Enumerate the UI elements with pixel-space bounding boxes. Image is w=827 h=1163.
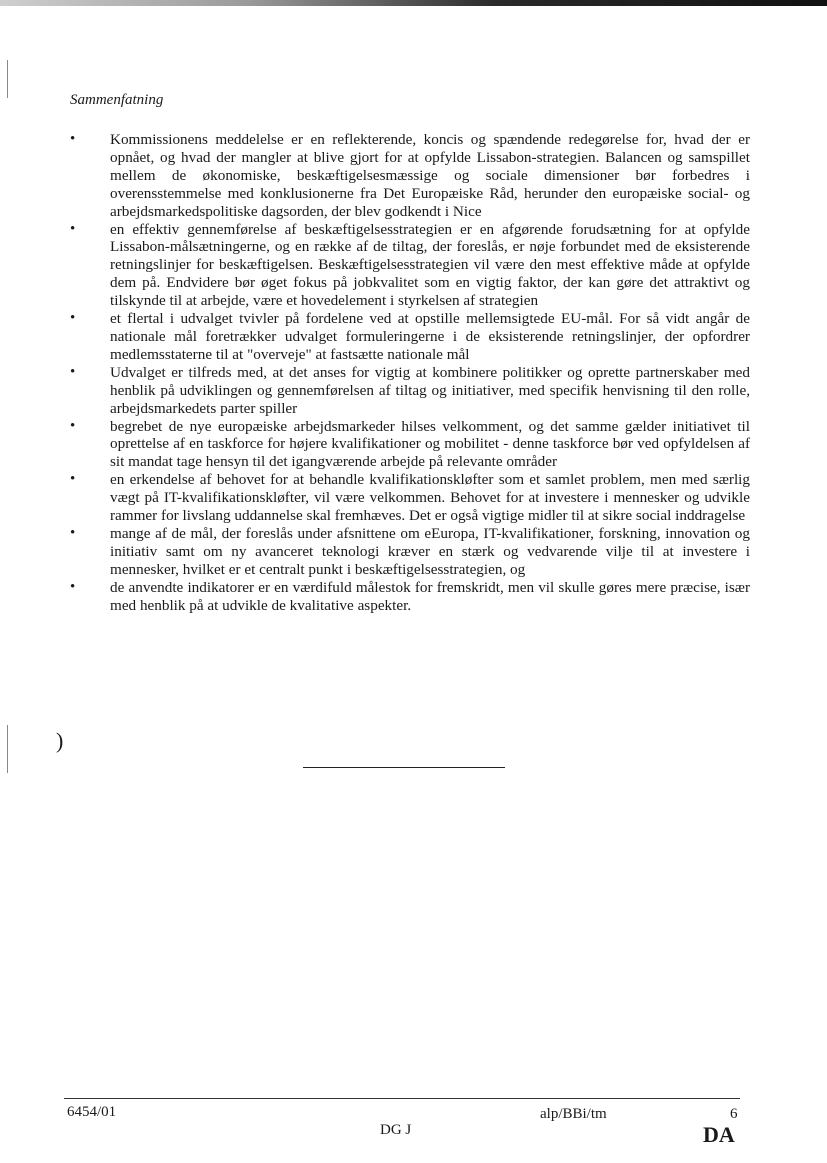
scan-margin-mark bbox=[7, 60, 8, 98]
summary-bullet-list bbox=[70, 131, 750, 614]
list-item-text: Kommissionens meddelelse er en reflekterende, koncis og spændende redegørelse for, hvad der er opnået, og hvad der mangler at blive gjort for at opfylde Lissabon-strategien. Balancen og samspillet mellem de økonomiske, beskæftigelsesmæssige og sociale dimensioner bør forbedres i overensstemmelse med konklusionerne fra Det Europæiske Råd, herunder den europæiske social- og arbejdsmarkedspolitiske dagsorden, der blev godkendt i Nice bbox=[110, 131, 750, 220]
scan-top-edge bbox=[0, 0, 827, 6]
bullet-icon: • bbox=[70, 220, 76, 237]
footer-page-number: 6 bbox=[730, 1106, 738, 1122]
bullet-icon: • bbox=[70, 131, 76, 147]
list-item-text: en erkendelse af behovet for at behandle kvalifikationskløfter som et samlet problem, men med særlig vægt på IT-kvalifikationskløfter, vil være velkommen. Behovet for at investere i mennesker og udvikle rammer for livslang uddannelse skal fremhæves. Det er også vigtige midler til at sikre social inddragelse bbox=[110, 471, 750, 525]
list-item-text: en effektiv gennemførelse af beskæftigelsesstrategien er en afgørende forudsætning for at opfylde Lissabon-målsætningerne, og en række af de tiltag, der foreslås, er nøje forbundet med de eksisterende retningslinjer for beskæftigelsen. Beskæftigelsesstrategien vil være den mest effektive måde at opfylde dem på. Endvidere bør øget fokus på jobkvalitet som en vigtig faktor, der kan gøre det attraktivt og tilskynde til at arbejde, være et hovedelement i styrkelsen af strategien bbox=[110, 220, 750, 310]
bullet-icon: • bbox=[70, 363, 76, 380]
list-item bbox=[70, 131, 750, 221]
bullet-icon: • bbox=[70, 578, 76, 595]
list-item bbox=[70, 364, 750, 418]
list-item-text: et flertal i udvalget tvivler på fordelene ved at opstille mellemsigtede EU-mål. For så vidt angår de nationale mål foretrækker udvalget formuleringerne i de eksisterende retningslinjer, der opfordrer medlemsstaterne til at "overveje" at fastsætte nationale mål bbox=[110, 310, 750, 363]
bullet-icon: • bbox=[70, 471, 76, 488]
list-item bbox=[70, 418, 750, 472]
scan-margin-mark bbox=[7, 725, 8, 773]
bullet-icon: • bbox=[70, 310, 76, 327]
list-item bbox=[70, 579, 750, 615]
list-item-text: mange af de mål, der foreslås under afsnittene om eEuropa, IT-kvalifikationer, forskning, innovation og initiativ samt om ny avanceret teknologi kræver en stærk og vedvarende vilje til at investere i mennesker, hvilket er et centralt punkt i beskæftigelsesstrategien, og bbox=[110, 524, 750, 578]
footer-language-code: DA bbox=[703, 1122, 735, 1147]
list-item bbox=[70, 525, 750, 579]
section-heading: Sammenfatning bbox=[70, 92, 164, 108]
bullet-icon: • bbox=[70, 524, 76, 541]
footer-department: DG J bbox=[380, 1122, 412, 1138]
bullet-icon: • bbox=[70, 417, 76, 434]
margin-parenthesis-mark: ) bbox=[56, 728, 64, 753]
list-item bbox=[70, 471, 750, 525]
list-item bbox=[70, 221, 750, 311]
footer-rule bbox=[64, 1098, 740, 1099]
list-item-text: Udvalget er tilfreds med, at det anses for vigtig at kombinere politikker og oprette partnerskaber med henblik på udviklingen og gennemførelsen af tiltag og initiativer, med specifik henvisning til den rolle, arbejdsmarkedets parter spiller bbox=[110, 363, 750, 417]
footer-initials: alp/BBi/tm bbox=[540, 1106, 607, 1122]
list-item-text: de anvendte indikatorer er en værdifuld målestok for fremskridt, men vil skulle gøres mere præcise, især med henblik på at udvikle de kvalitative aspekter. bbox=[110, 578, 750, 614]
footer-doc-number: 6454/01 bbox=[67, 1104, 117, 1120]
list-item bbox=[70, 310, 750, 364]
end-of-text-divider bbox=[303, 767, 505, 768]
list-item-text: begrebet de nye europæiske arbejdsmarkeder hilses velkomment, og det samme gælder initiativet til oprettelse af en taskforce for højere kvalifikationer og mobilitet - denne taskforce bør ved opfyldelsen af sit mandat tage hensyn til det igangværende arbejde på relevante områder bbox=[110, 417, 750, 471]
